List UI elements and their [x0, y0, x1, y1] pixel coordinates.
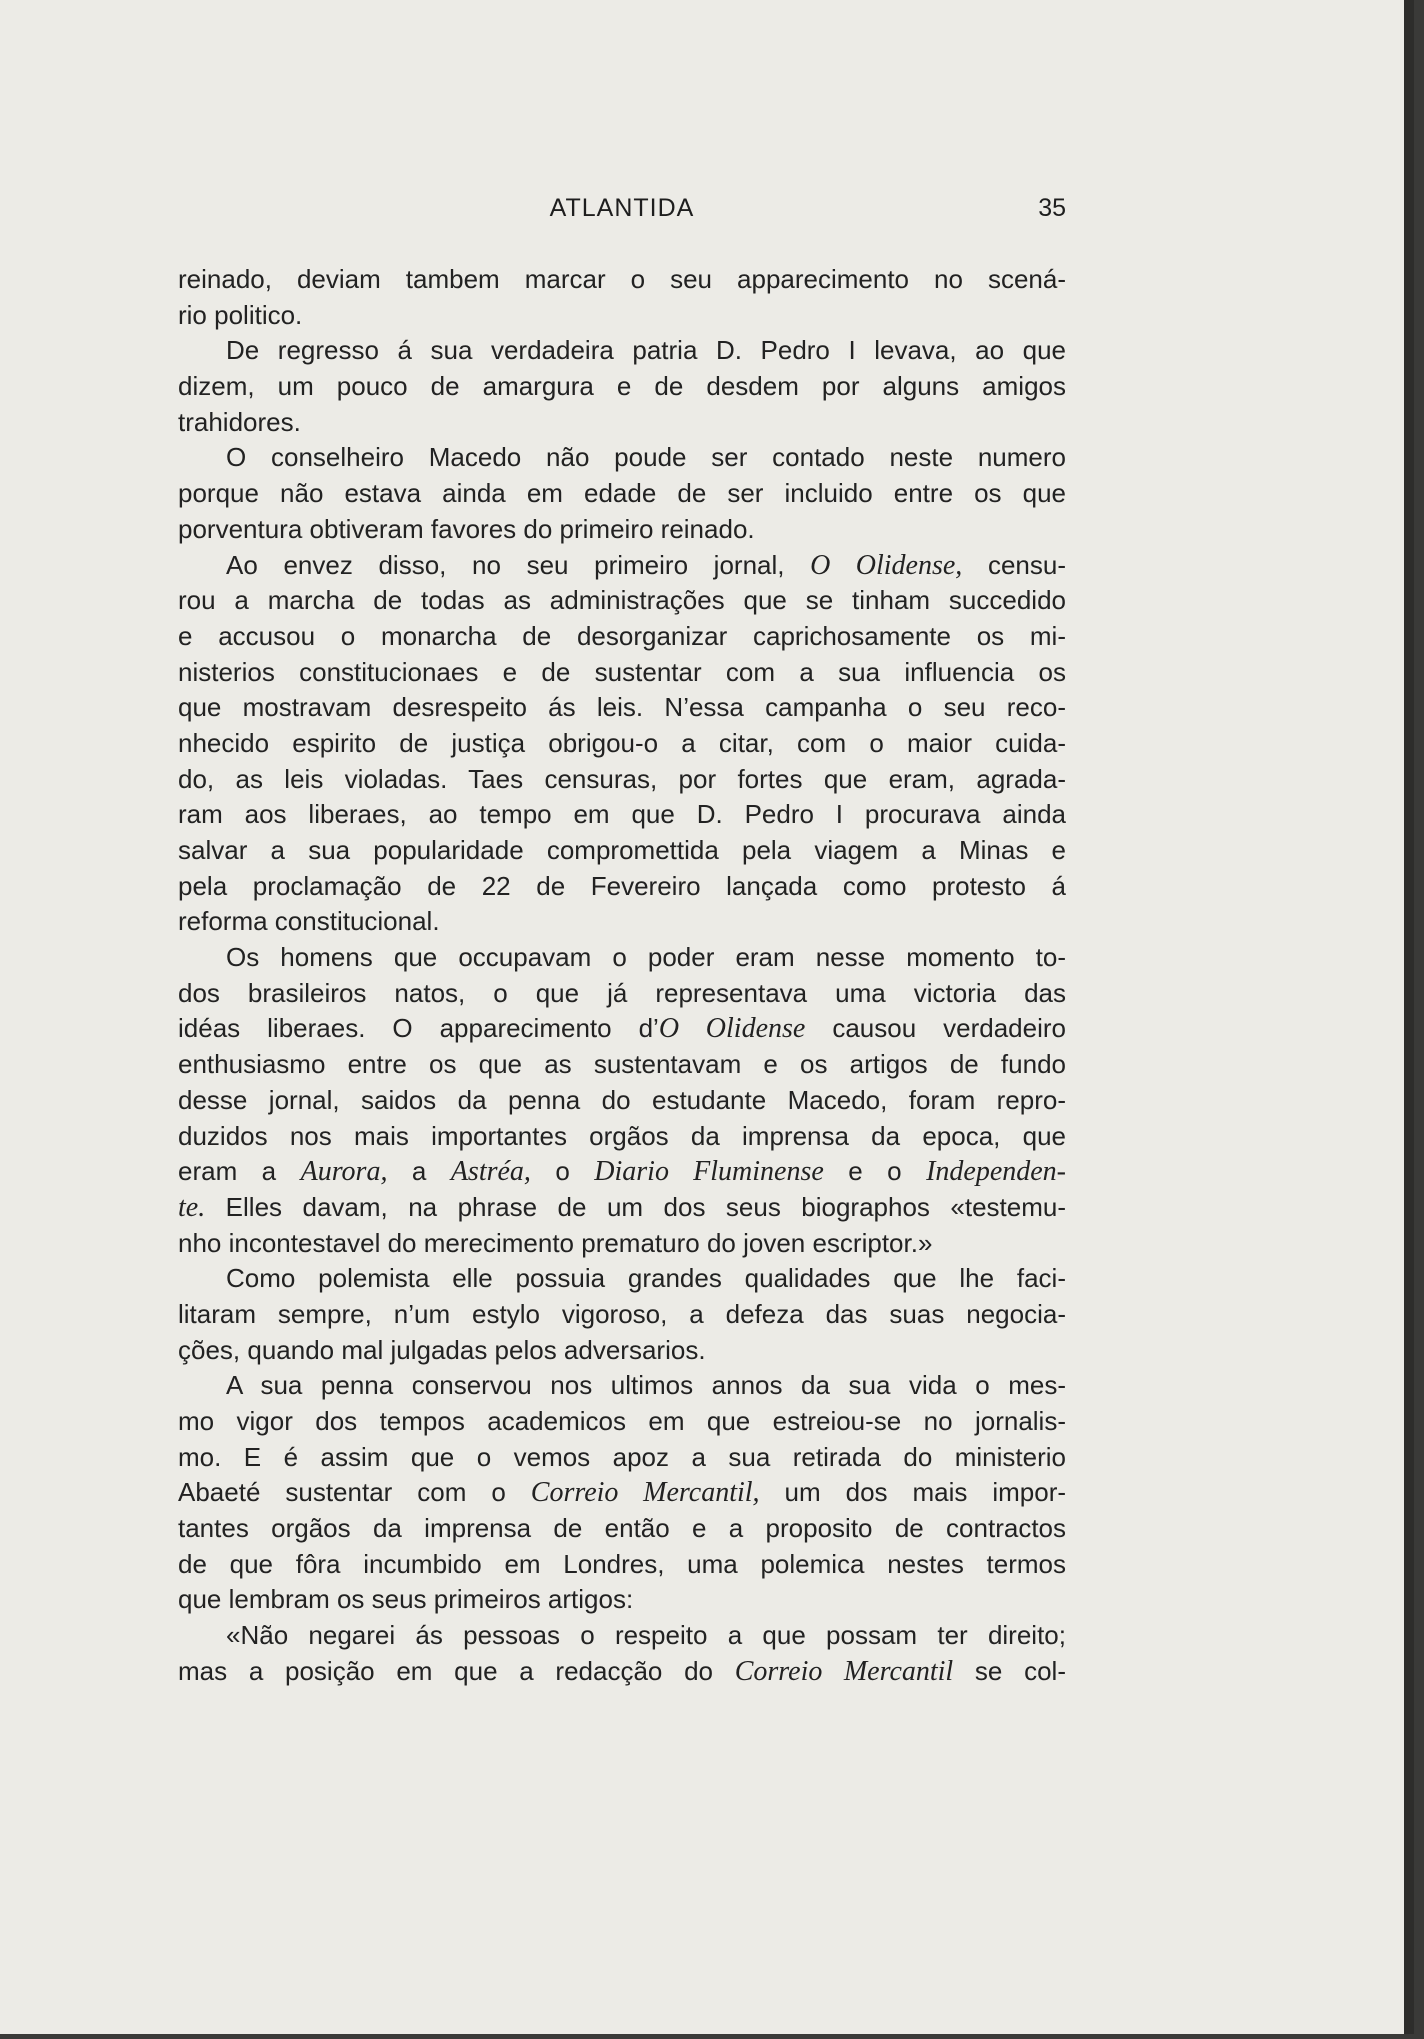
text-run: e o	[823, 1156, 927, 1187]
text-run: nhecido espirito de justiça obrigou-o a citar, com o maior cuida-	[178, 727, 1066, 758]
text-line	[178, 476, 1066, 512]
text-run: trahidores.	[178, 406, 301, 437]
text-line	[178, 1119, 1066, 1155]
text-line	[178, 1083, 1066, 1119]
italic-text: Correio Mercantil	[734, 1655, 954, 1687]
text-line	[178, 1011, 1066, 1047]
text-line	[178, 1190, 1066, 1226]
text-run: que mostravam desrespeito ás leis. N’essa campanha o seu reco-	[178, 692, 1066, 723]
text-line	[178, 1440, 1066, 1476]
text-run: eram a	[178, 1156, 301, 1187]
text-run: litaram sempre, n’um estylo vigoroso, a defeza das suas negocia-	[178, 1298, 1066, 1329]
text-run: dizem, um pouco de amargura e de desdem por alguns amigos	[178, 371, 1066, 402]
text-run: O conselheiro Macedo não poude ser contado neste numero	[226, 442, 1066, 473]
text-line	[178, 369, 1066, 405]
text-line	[178, 655, 1066, 691]
text-run: mo. E é assim que o vemos apoz a sua retirada do ministerio	[178, 1441, 1066, 1472]
text-run: censu-	[962, 549, 1066, 580]
text-run: desse jornal, saidos da penna do estudante Macedo, foram repro-	[178, 1084, 1066, 1115]
italic-text: Correio Mercantil,	[530, 1477, 760, 1509]
text-run: que lembram os seus primeiros artigos:	[178, 1584, 634, 1615]
text-run: o	[530, 1156, 595, 1187]
text-line	[178, 1261, 1066, 1297]
italic-text: Independen-	[926, 1156, 1066, 1188]
text-line	[178, 1047, 1066, 1083]
text-run: de que fôra incumbido em Londres, uma polemica nestes termos	[178, 1548, 1066, 1579]
text-run: Ao envez disso, no seu primeiro jornal,	[226, 549, 811, 580]
text-line	[178, 1368, 1066, 1404]
text-run: a	[387, 1156, 451, 1187]
text-line	[178, 262, 1066, 298]
text-run: dos brasileiros natos, o que já representava uma victoria das	[178, 977, 1066, 1008]
text-run: nisterios constitucionaes e de sustentar com a sua influencia os	[178, 656, 1066, 687]
text-run: ram aos liberaes, ao tempo em que D. Pedro I procurava ainda	[178, 799, 1066, 830]
text-run: Os homens que occupavam o poder eram nesse momento to-	[226, 942, 1066, 973]
text-line	[178, 298, 1066, 334]
text-line	[178, 833, 1066, 869]
text-run: A sua penna conservou nos ultimos annos da sua vida o mes-	[226, 1370, 1066, 1401]
text-run: porque não estava ainda em edade de ser incluido entre os que	[178, 478, 1066, 509]
italic-text: O Olidense,	[810, 549, 963, 581]
text-line	[178, 1333, 1066, 1369]
text-run: salvar a sua popularidade compromettida pela viagem a Minas e	[178, 835, 1066, 865]
text-run: causou verdadeiro	[805, 1013, 1066, 1044]
page-header	[178, 194, 1066, 230]
text-run: porventura obtiveram favores do primeiro reinado.	[178, 513, 755, 544]
text-line	[178, 1618, 1066, 1654]
text-line	[178, 1226, 1066, 1262]
text-line	[178, 1297, 1066, 1333]
text-line	[178, 904, 1066, 940]
text-run: mo vigor dos tempos academicos em que estreiou-se no jornalis-	[178, 1406, 1066, 1436]
text-line	[178, 440, 1066, 476]
body-text	[178, 262, 1066, 1690]
italic-text: Diario Fluminense	[594, 1156, 824, 1188]
text-run: nho incontestavel do merecimento prematuro do joven escriptor.»	[178, 1227, 933, 1258]
text-line	[178, 405, 1066, 441]
text-run: reinado, deviam tambem marcar o seu apparecimento no scená-	[178, 264, 1066, 294]
text-line	[178, 512, 1066, 548]
text-line	[178, 869, 1066, 905]
text-run: Como polemista elle possuia grandes qualidades que lhe faci-	[226, 1263, 1066, 1294]
running-title: ATLANTIDA	[549, 194, 695, 222]
text-run: enthusiasmo entre os que as sustentavam e os artigos de fundo	[178, 1049, 1066, 1080]
text-line	[178, 583, 1066, 619]
text-line	[178, 1154, 1066, 1190]
text-run: idéas liberaes. O apparecimento d’	[178, 1013, 659, 1044]
text-line	[178, 548, 1066, 584]
text-run: «Não negarei ás pessoas o respeito a que possam ter direito;	[226, 1620, 1066, 1651]
text-run: tantes orgãos da imprensa de então e a proposito de contractos	[178, 1513, 1066, 1544]
text-run: ções, quando mal julgadas pelos adversarios.	[178, 1334, 706, 1365]
text-run: um dos mais impor-	[759, 1477, 1066, 1508]
text-line	[178, 762, 1066, 798]
text-line	[178, 1654, 1066, 1690]
italic-text: te.	[178, 1191, 206, 1223]
text-line	[178, 1582, 1066, 1618]
italic-text: Astréa,	[450, 1156, 531, 1188]
text-line	[178, 726, 1066, 762]
text-run: e accusou o monarcha de desorganizar caprichosamente os mi-	[178, 620, 1066, 651]
text-line	[178, 690, 1066, 726]
text-run: reforma constitucional.	[178, 906, 440, 937]
text-line	[178, 940, 1066, 976]
text-line	[178, 976, 1066, 1012]
text-line	[178, 1547, 1066, 1583]
text-run: Abaeté sustentar com o	[178, 1477, 531, 1508]
page-number: 35	[1038, 194, 1066, 222]
text-line	[178, 1475, 1066, 1511]
text-run: pela proclamação de 22 de Fevereiro lançada como protesto á	[178, 870, 1066, 901]
text-line	[178, 797, 1066, 833]
text-run: rou a marcha de todas as administrações que se tinham succedido	[178, 585, 1066, 616]
text-run: mas a posição em que a redacção do	[178, 1655, 735, 1686]
text-run: Elles davam, na phrase de um dos seus biographos «testemu-	[205, 1191, 1066, 1222]
text-run: duzidos nos mais importantes orgãos da imprensa da epoca, que	[178, 1120, 1066, 1151]
italic-text: Aurora,	[300, 1156, 388, 1188]
text-line	[178, 333, 1066, 369]
text-run: do, as leis violadas. Taes censuras, por fortes que eram, agrada-	[178, 763, 1066, 794]
text-run: se col-	[953, 1655, 1066, 1686]
text-line	[178, 1404, 1066, 1440]
text-run: De regresso á sua verdadeira patria D. Pedro I levava, ao que	[226, 335, 1066, 366]
text-line	[178, 1511, 1066, 1547]
italic-text: O Olidense	[658, 1013, 806, 1045]
text-run: rio politico.	[178, 299, 303, 330]
text-line	[178, 619, 1066, 655]
